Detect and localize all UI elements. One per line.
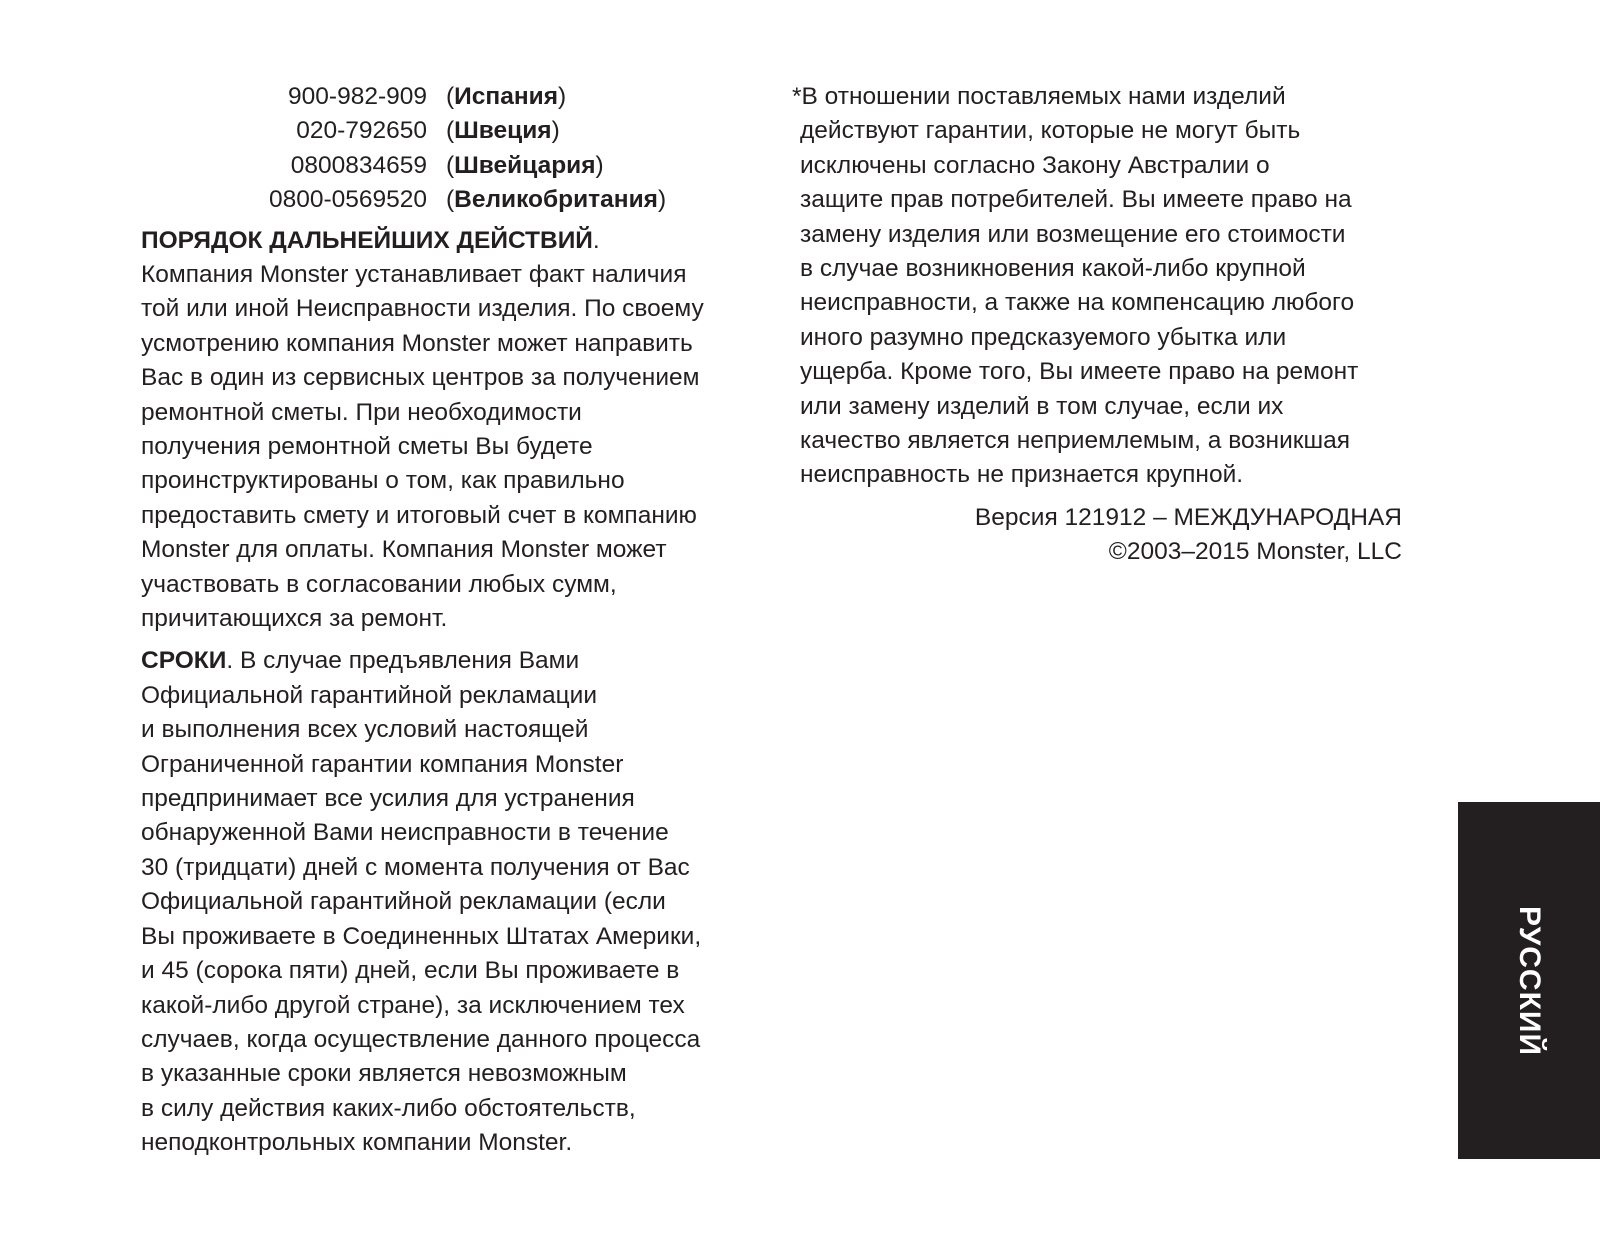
procedure-section (141, 224, 761, 637)
phone-country: (Испания) (446, 83, 567, 110)
phone-row (141, 114, 761, 148)
australia-line: или замену изделий в том случае, если их (800, 392, 1284, 420)
terms-heading: СРОКИ (141, 647, 227, 675)
terms-line: и 45 (сорока пяти) дней, если Вы проживаете в (141, 957, 680, 985)
procedure-line: ремонтной сметы. При необходимости (141, 398, 582, 426)
phone-number: 0800834659 (290, 151, 427, 179)
terms-line: Ограниченной гарантии компания Monster (141, 750, 624, 778)
terms-line: в указанные сроки является невозможным (141, 1060, 627, 1088)
procedure-line: предоставить смету и итоговый счет в компанию (141, 501, 697, 529)
australia-line: действуют гарантии, которые не могут быть (800, 117, 1301, 145)
procedure-line: Компания Monster устанавливает факт наличия (141, 260, 687, 288)
right-column (792, 80, 1412, 570)
australia-section (792, 80, 1412, 493)
copyright-text: ©2003–2015 Monster, LLC (1108, 538, 1402, 566)
procedure-heading: ПОРЯДОК ДАЛЬНЕЙШИХ ДЕЙСТВИЙ (141, 226, 593, 254)
phone-row (141, 183, 761, 217)
phone-country: (Великобритания) (446, 186, 667, 214)
terms-section (141, 644, 761, 1160)
australia-line: замену изделия или возмещение его стоимости (800, 220, 1346, 248)
phone-number: 900-982-909 (288, 83, 427, 110)
terms-line: случаев, когда осуществление данного процесса (141, 1025, 701, 1053)
phone-row (141, 80, 761, 114)
terms-line: в силу действия каких-либо обстоятельств, (141, 1094, 636, 1122)
country-name: Швеция (454, 117, 552, 145)
terms-line: какой-либо другой стране), за исключением тех (141, 991, 685, 1019)
australia-line: защите прав потребителей. Вы имеете право на (800, 186, 1352, 214)
language-tab (1458, 802, 1600, 1159)
australia-line: качество является неприемлемым, а возникшая (800, 427, 1351, 455)
terms-line: 30 (тридцати) дней с момента получения от Вас (141, 853, 690, 881)
terms-line: и выполнения всех условий настоящей (141, 716, 589, 744)
procedure-heading-line: ПОРЯДОК ДАЛЬНЕЙШИХ ДЕЙСТВИЙ. (141, 226, 600, 254)
procedure-line: получения ремонтной сметы Вы будете (141, 433, 593, 460)
phone-number: 020-792650 (296, 117, 427, 145)
terms-heading-line: СРОКИ. В случае предъявления Вами (141, 647, 580, 675)
australia-line: в случае возникновения какой-либо крупной (800, 255, 1306, 283)
language-tab-label: РУССКИЙ (1513, 905, 1547, 1056)
australia-line: иного разумно предсказуемого убытка или (800, 323, 1287, 351)
procedure-line: причитающихся за ремонт. (141, 605, 448, 633)
australia-line: исключены согласно Закону Австралии о (800, 151, 1270, 179)
australia-first-line: *В отношении поставляемых нами изделий (792, 83, 1286, 110)
procedure-line: участвовать в согласовании любых сумм, (141, 570, 617, 598)
left-column (141, 80, 761, 1161)
version-block (792, 501, 1402, 570)
phone-country: (Швейцария) (446, 151, 604, 179)
country-name: Швейцария (454, 151, 596, 179)
procedure-line: Вас в один из сервисных центров за получением (141, 364, 700, 392)
procedure-line: проинструктированы о том, как правильно (141, 467, 625, 495)
terms-line: неподконтрольных компании Monster. (141, 1129, 573, 1157)
phone-number: 0800-0569520 (268, 186, 427, 214)
australia-line: ущерба. Кроме того, Вы имеете право на ремонт (800, 358, 1359, 386)
australia-line: неисправность не признается крупной. (800, 461, 1244, 489)
terms-line: Официальной гарантийной рекламации (если (141, 888, 666, 916)
australia-line: неисправности, а также на компенсацию любого (800, 289, 1355, 317)
procedure-line: той или иной Неисправности изделия. По своему (141, 295, 704, 323)
terms-line: Официальной гарантийной рекламации (141, 681, 598, 709)
procedure-line: усмотрению компания Monster может направить (141, 329, 693, 357)
version-text: Версия 121912 – МЕЖДУНАРОДНАЯ (974, 503, 1402, 531)
procedure-line: Monster для оплаты. Компания Monster может (141, 536, 667, 564)
phone-row (141, 149, 761, 183)
phone-country: (Швеция) (446, 117, 560, 145)
country-name: Испания (454, 83, 558, 110)
terms-line: предпринимает все усилия для устранения (141, 785, 635, 813)
country-name: Великобритания (454, 186, 658, 214)
phone-list (141, 80, 761, 218)
terms-line: Вы проживаете в Соединенных Штатах Америки, (141, 922, 702, 950)
terms-line: обнаруженной Вами неисправности в течение (141, 819, 669, 847)
